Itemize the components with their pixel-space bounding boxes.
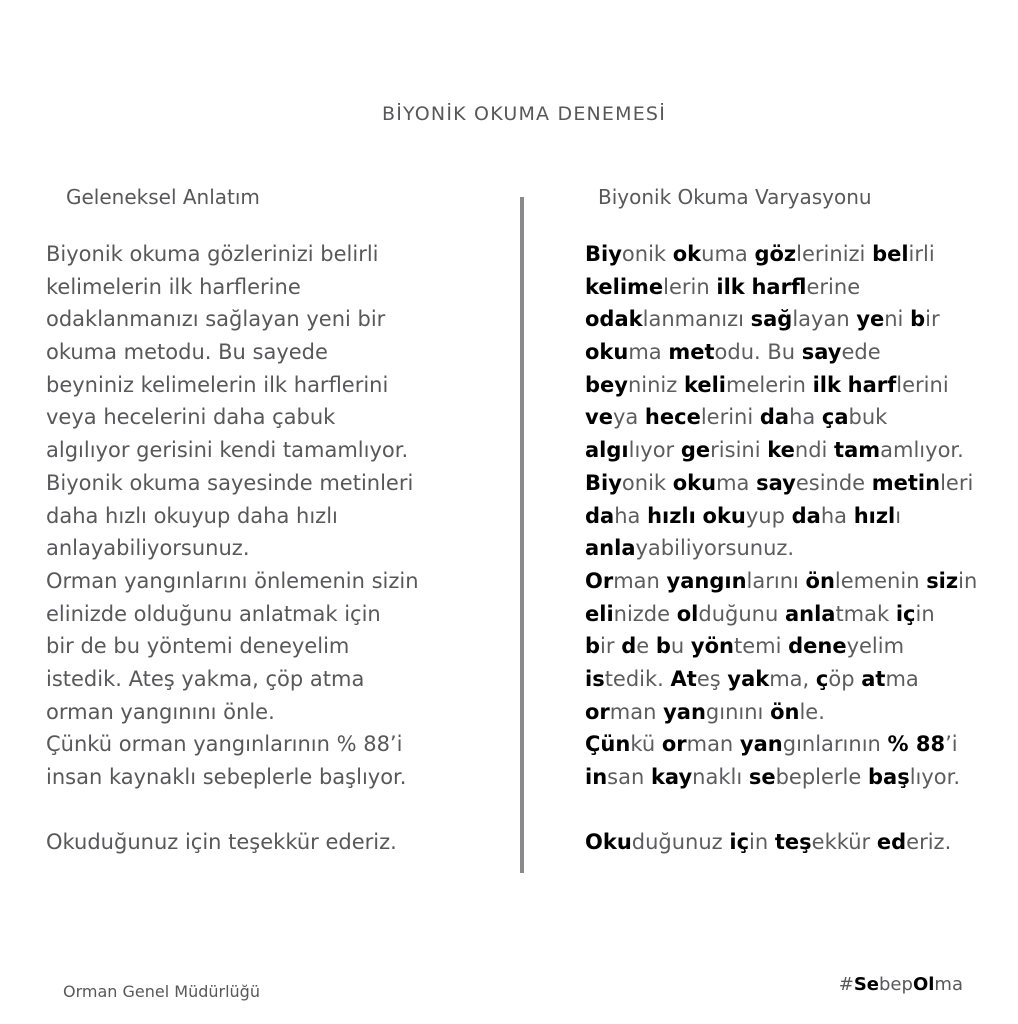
bionic-bold-segment: in — [585, 765, 608, 789]
bionic-text-line — [585, 696, 977, 729]
bionic-bold-segment: harfl — [751, 274, 807, 299]
column-divider — [520, 197, 524, 873]
bionic-plain-segment — [696, 504, 703, 528]
bionic-bold-segment: at — [861, 666, 886, 691]
bionic-plain-segment: ekkür — [811, 830, 877, 855]
bionic-plain-segment: odu. Bu — [714, 340, 802, 365]
bionic-plain-segment: duğunu — [698, 601, 785, 626]
bionic-text-line — [585, 238, 977, 271]
bionic-bold-segment: tam — [834, 438, 881, 463]
bionic-text-line — [585, 467, 977, 500]
bionic-bold-segment: yangın — [666, 568, 747, 593]
bionic-text-line — [585, 369, 977, 402]
bionic-text-line — [585, 663, 977, 696]
bionic-bold-segment: algı — [585, 438, 629, 463]
bionic-text-line — [585, 303, 977, 336]
bionic-plain-segment: ede — [841, 340, 881, 365]
bionic-bold-segment: da — [759, 405, 790, 430]
bionic-plain-segment: lemenin — [834, 568, 927, 593]
bionic-bold-segment: se — [748, 765, 776, 789]
bionic-plain-segment: beplerle — [775, 765, 868, 789]
bionic-bold-segment: Biy — [585, 470, 622, 495]
bionic-text-line — [585, 434, 977, 467]
bionic-bold-segment: oku — [702, 503, 746, 528]
bionic-bold-segment: göz — [754, 242, 797, 266]
bionic-column-heading: Biyonik Okuma Varyasyonu — [598, 185, 872, 209]
bionic-bold-segment: eli — [585, 601, 614, 626]
bionic-plain-segment: ndi — [794, 438, 835, 463]
traditional-text-line: orman yangınını önle. — [46, 699, 275, 724]
bionic-bold-segment: ön — [805, 568, 835, 593]
bionic-plain-segment: tmak — [835, 601, 896, 626]
bionic-bold-segment: ön — [770, 699, 800, 724]
traditional-text-line: Biyonik okuma sayesinde metinleri — [46, 470, 414, 495]
bionic-text-line — [585, 532, 977, 565]
bionic-bold-segment: dene — [788, 634, 847, 659]
bionic-bold-segment: oku — [672, 470, 717, 495]
bionic-bold-segment: kay — [650, 765, 693, 789]
bionic-text-line — [585, 826, 977, 859]
bionic-bold-segment: teş — [774, 830, 812, 855]
bionic-plain-segment: ya — [612, 405, 645, 430]
bionic-bold-segment: ve — [585, 405, 613, 430]
organization-name: Orman Genel Müdürlüğü — [63, 982, 260, 1001]
traditional-text-line: kelimelerin ilk harflerine — [46, 274, 301, 299]
bionic-plain-segment: ı — [895, 503, 902, 528]
bionic-bold-segment: At — [670, 666, 697, 691]
bionic-bold-segment: da — [791, 503, 821, 528]
bionic-bold-segment: iç — [729, 830, 750, 855]
bionic-plain-segment: ni — [884, 307, 911, 332]
bionic-plain-segment: duğunuz — [631, 830, 730, 855]
bionic-text-line — [585, 271, 977, 304]
bionic-bold-segment: bey — [585, 372, 628, 397]
bionic-bold-segment: is — [585, 666, 605, 691]
page-title: BİYONİK OKUMA DENEMESİ — [381, 103, 667, 125]
bionic-bold-segment: bel — [872, 242, 909, 266]
bionic-bold-segment: ça — [821, 405, 849, 430]
traditional-text-line: algılıyor gerisini kendi tamamlıyor. — [46, 438, 409, 463]
bionic-bold-segment: or — [585, 699, 610, 724]
bionic-plain-segment: öp — [828, 666, 862, 691]
traditional-text-line: Çünkü orman yangınlarının % 88’i — [46, 732, 403, 757]
bionic-bold-segment: hızlı — [647, 503, 696, 528]
bionic-plain-segment: nizde — [613, 601, 677, 626]
bionic-bold-segment: ilk — [716, 274, 745, 299]
bionic-text-line — [585, 761, 977, 794]
bionic-plain-segment: eriz. — [906, 830, 952, 855]
traditional-text-block — [46, 238, 419, 859]
bionic-bold-segment: kelime — [585, 274, 664, 299]
bionic-bold-segment: iç — [895, 601, 916, 626]
bionic-text-line — [585, 794, 977, 827]
bionic-bold-segment: hece — [644, 405, 701, 430]
traditional-text-line — [46, 794, 419, 827]
bionic-plain-segment: esinde — [795, 470, 872, 495]
bionic-plain-segment: lıyor — [628, 438, 681, 463]
traditional-text-line: Orman yangınlarını önlemenin sizin — [46, 568, 419, 593]
bionic-plain-segment: lerini — [896, 372, 949, 397]
bionic-plain-segment: in — [749, 830, 775, 855]
bionic-bold-segment: keli — [683, 372, 727, 397]
bionic-text-line — [585, 598, 977, 631]
bionic-bold-segment: or — [661, 732, 687, 757]
bionic-plain-segment: e — [636, 634, 656, 659]
bionic-bold-segment: Biy — [585, 242, 622, 266]
bionic-bold-segment: ye — [856, 307, 885, 332]
traditional-column-heading: Geleneksel Anlatım — [66, 185, 260, 209]
bionic-plain-segment: eş — [696, 666, 728, 691]
bionic-plain-segment: lıyor. — [909, 765, 961, 789]
hashtag — [839, 974, 963, 995]
bionic-text-line — [585, 565, 977, 598]
bionic-plain-segment: yabiliyorsunuz. — [635, 536, 795, 561]
bionic-bold-segment: ed — [876, 830, 907, 855]
bionic-plain-segment: ha — [614, 503, 648, 528]
bionic-text-line — [585, 630, 977, 663]
bionic-bold-segment: b — [585, 634, 601, 659]
bionic-plain-segment: yelim — [846, 634, 905, 659]
bionic-plain-segment: uma — [701, 242, 755, 266]
bionic-text-block — [585, 238, 977, 859]
bionic-plain-segment: in — [958, 568, 978, 593]
bionic-bold-segment: Or — [585, 568, 614, 593]
bionic-plain-segment: yup — [745, 503, 792, 528]
bionic-plain-segment: ma — [716, 470, 757, 495]
traditional-text-line: bir de bu yöntemi deneyelim — [46, 634, 350, 659]
bionic-bold-segment: ol — [676, 601, 699, 626]
bionic-plain-segment: onik — [621, 242, 673, 266]
traditional-text-line: insan kaynaklı sebeplerle başlıyor. — [46, 765, 407, 789]
bionic-bold-segment: Çün — [585, 732, 631, 757]
bionic-bold-segment: odak — [585, 307, 643, 332]
bionic-bold-segment: ok — [672, 242, 702, 266]
bionic-plain-segment: ha — [789, 405, 822, 430]
bionic-bold-segment: met — [668, 340, 715, 365]
bionic-plain-segment — [841, 373, 848, 397]
bionic-plain-segment: gınlarının — [782, 732, 888, 757]
bionic-bold-segment: yön — [690, 634, 734, 659]
bionic-bold-segment: anla — [585, 536, 636, 561]
bionic-text-line — [585, 336, 977, 369]
bionic-bold-segment: siz — [926, 568, 959, 593]
bionic-text-line — [585, 401, 977, 434]
bionic-bold-segment: oku — [585, 340, 629, 365]
traditional-text-line: Okuduğunuz için teşekkür ederiz. — [46, 830, 397, 855]
bionic-bold-segment: da — [585, 503, 615, 528]
bionic-plain-segment: onik — [621, 470, 673, 495]
traditional-text-line: daha hızlı okuyup daha hızlı — [46, 503, 338, 528]
hashtag-segment: Se — [853, 974, 879, 995]
bionic-plain-segment: lerinizi — [796, 242, 873, 266]
bionic-bold-segment: baş — [867, 765, 910, 789]
bionic-plain-segment: irli — [908, 242, 935, 266]
bionic-plain-segment: risini — [710, 438, 768, 463]
bionic-plain-segment: gınını — [705, 699, 771, 724]
bionic-bold-segment: sağ — [750, 307, 793, 332]
bionic-plain-segment: tedik. — [604, 666, 671, 691]
bionic-plain-segment: naklı — [692, 765, 749, 789]
bionic-bold-segment: ilk — [812, 372, 841, 397]
hashtag-segment: Ol — [912, 974, 935, 995]
bionic-bold-segment: % 88 — [887, 732, 946, 757]
bionic-text-line — [585, 728, 977, 761]
bionic-bold-segment: metin — [871, 470, 941, 495]
bionic-plain-segment: ma — [628, 340, 669, 365]
bionic-plain-segment: san — [607, 765, 651, 789]
bionic-bold-segment: ke — [767, 438, 795, 463]
bionic-bold-segment: b — [910, 307, 926, 332]
bionic-bold-segment: d — [621, 634, 637, 659]
bionic-bold-segment: yak — [727, 666, 770, 691]
bionic-plain-segment: in — [915, 601, 935, 626]
bionic-plain-segment: u — [670, 634, 691, 659]
bionic-plain-segment: larını — [746, 568, 806, 593]
bionic-bold-segment: yan — [739, 732, 783, 757]
hashtag-segment: # — [838, 974, 854, 995]
bionic-plain-segment: layan — [792, 307, 857, 332]
bionic-plain-segment: melerin — [726, 372, 813, 397]
bionic-plain-segment: kü — [630, 732, 662, 757]
bionic-text-line — [585, 500, 977, 533]
bionic-bold-segment: ge — [680, 438, 711, 463]
traditional-text-line: istedik. Ateş yakma, çöp atma — [46, 666, 365, 691]
bionic-plain-segment: lanmanızı — [642, 307, 751, 332]
bionic-plain-segment: erine — [806, 274, 861, 299]
bionic-plain-segment: ’i — [945, 732, 958, 757]
traditional-text-line: odaklanmanızı sağlayan yeni bir — [46, 307, 386, 332]
bionic-plain-segment: ha — [820, 503, 854, 528]
hashtag-segment: bep — [879, 974, 913, 995]
bionic-plain-segment: niniz — [627, 372, 684, 397]
bionic-bold-segment: harf — [847, 372, 897, 397]
bionic-plain-segment: man — [609, 699, 664, 724]
bionic-bold-segment: say — [756, 470, 796, 495]
bionic-bold-segment: yan — [663, 699, 706, 724]
traditional-text-line: veya hecelerini daha çabuk — [46, 405, 336, 430]
bionic-plain-segment: lerin — [663, 274, 717, 299]
bionic-plain-segment: ir — [925, 307, 940, 332]
bionic-bold-segment: anla — [784, 601, 836, 626]
traditional-text-line: anlayabiliyorsunuz. — [46, 536, 250, 561]
bionic-plain-segment: man — [686, 732, 740, 757]
bionic-plain-segment: leri — [940, 470, 974, 495]
bionic-plain-segment: ma, — [769, 666, 816, 691]
bionic-plain-segment: lerini — [700, 405, 760, 430]
bionic-plain-segment: man — [613, 568, 667, 593]
bionic-plain-segment: ma — [885, 666, 919, 691]
bionic-plain-segment: le. — [799, 699, 825, 724]
traditional-text-line: elinizde olduğunu anlatmak için — [46, 601, 381, 626]
bionic-plain-segment: ir — [600, 634, 622, 659]
bionic-bold-segment: Oku — [585, 830, 632, 855]
bionic-bold-segment: b — [655, 634, 671, 659]
bionic-plain-segment: temi — [733, 634, 789, 659]
bionic-bold-segment: hızl — [853, 503, 896, 528]
bionic-plain-segment: amlıyor. — [880, 438, 964, 463]
bionic-bold-segment: say — [801, 340, 842, 365]
traditional-text-line: beyniniz kelimelerin ilk harflerini — [46, 372, 389, 397]
traditional-text-line: okuma metodu. Bu sayede — [46, 340, 328, 365]
traditional-text-line: Biyonik okuma gözlerinizi belirli — [46, 242, 379, 266]
bionic-bold-segment: ç — [815, 666, 829, 691]
hashtag-segment: ma — [934, 974, 963, 995]
bionic-plain-segment: buk — [848, 405, 888, 430]
